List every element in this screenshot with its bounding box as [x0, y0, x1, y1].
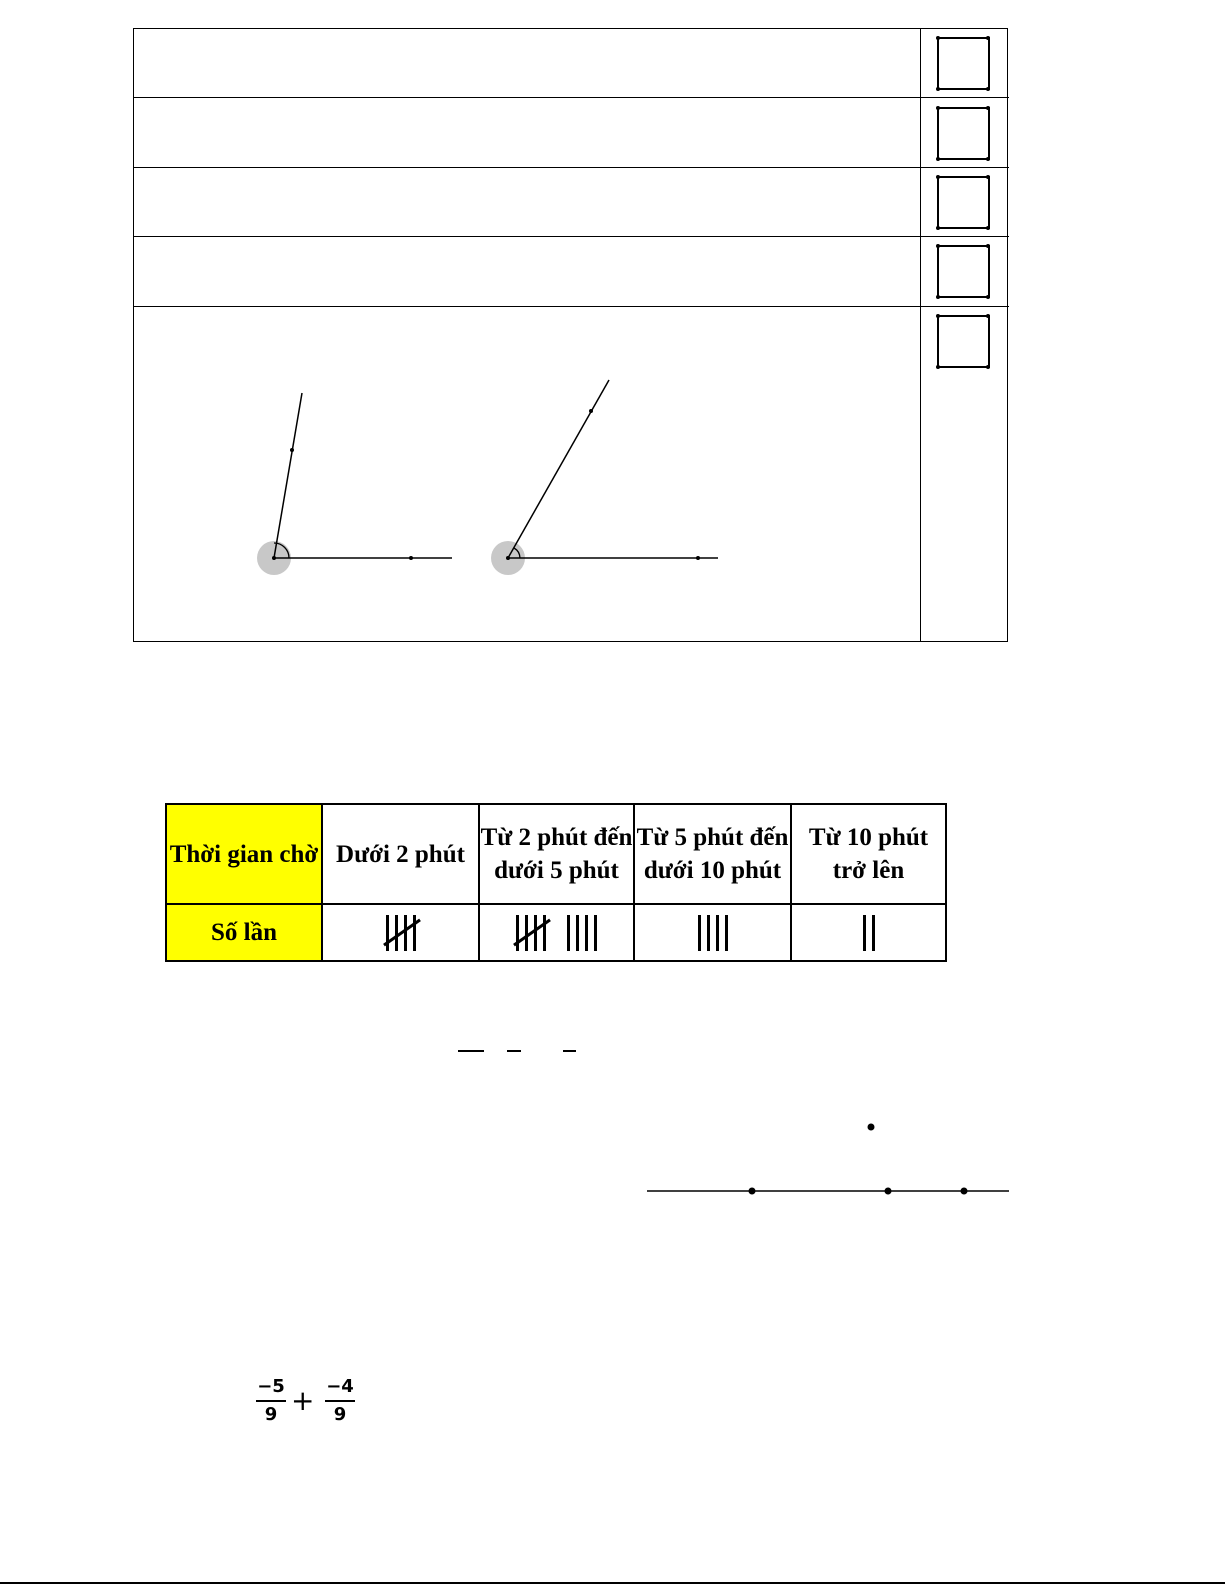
points-on-line-figure	[645, 1115, 1011, 1200]
fraction-1-numerator: −5	[257, 1376, 285, 1397]
tally-mark	[696, 915, 730, 951]
fraction-1-denominator: 9	[264, 1404, 278, 1425]
angle-figure-1	[257, 393, 452, 575]
answer-checkbox-2[interactable]	[937, 107, 990, 160]
column-10-plus-min: Từ 10 phút trở lên	[791, 804, 946, 904]
tally-mark	[384, 915, 418, 951]
answer-checkbox-1[interactable]	[937, 37, 990, 90]
plus-operator: +	[291, 1384, 315, 1417]
dash-mark	[563, 1050, 576, 1052]
fraction-1	[256, 1377, 286, 1425]
fraction-2	[325, 1377, 355, 1425]
angle-figures	[134, 307, 920, 642]
question-row-4	[134, 237, 920, 307]
tally-mark	[861, 915, 877, 951]
column-divider	[920, 29, 921, 641]
question-table	[133, 28, 1008, 642]
fraction-2-numerator: −4	[326, 1376, 354, 1397]
column-5-to-10-min: Từ 5 phút đến dưới 10 phút	[634, 804, 791, 904]
answer-checkbox-4[interactable]	[937, 245, 990, 298]
question-row-1	[134, 29, 920, 98]
tally-cell-3	[634, 904, 791, 961]
angle-figure-2	[491, 380, 718, 575]
page-bottom-rule	[0, 1582, 1225, 1584]
tally-cell-4	[791, 904, 946, 961]
tally-cell-1	[322, 904, 479, 961]
tally-mark	[565, 915, 599, 951]
frequency-table	[165, 803, 947, 962]
header-cell-waiting-time: Thời gian chờ	[166, 804, 322, 904]
fraction-2-denominator: 9	[333, 1404, 347, 1425]
question-row-2	[134, 98, 920, 168]
dash-mark	[507, 1050, 521, 1052]
header-cell-count: Số lần	[166, 904, 322, 961]
question-row-3	[134, 168, 920, 237]
tally-cell-2	[479, 904, 634, 961]
answer-checkbox-5[interactable]	[937, 315, 990, 368]
tally-mark	[514, 915, 548, 951]
column-2-to-5-min: Từ 2 phút đến dưới 5 phút	[479, 804, 634, 904]
column-under-2-min: Dưới 2 phút	[322, 804, 479, 904]
answer-checkbox-3[interactable]	[937, 176, 990, 229]
dash-mark	[458, 1050, 484, 1052]
